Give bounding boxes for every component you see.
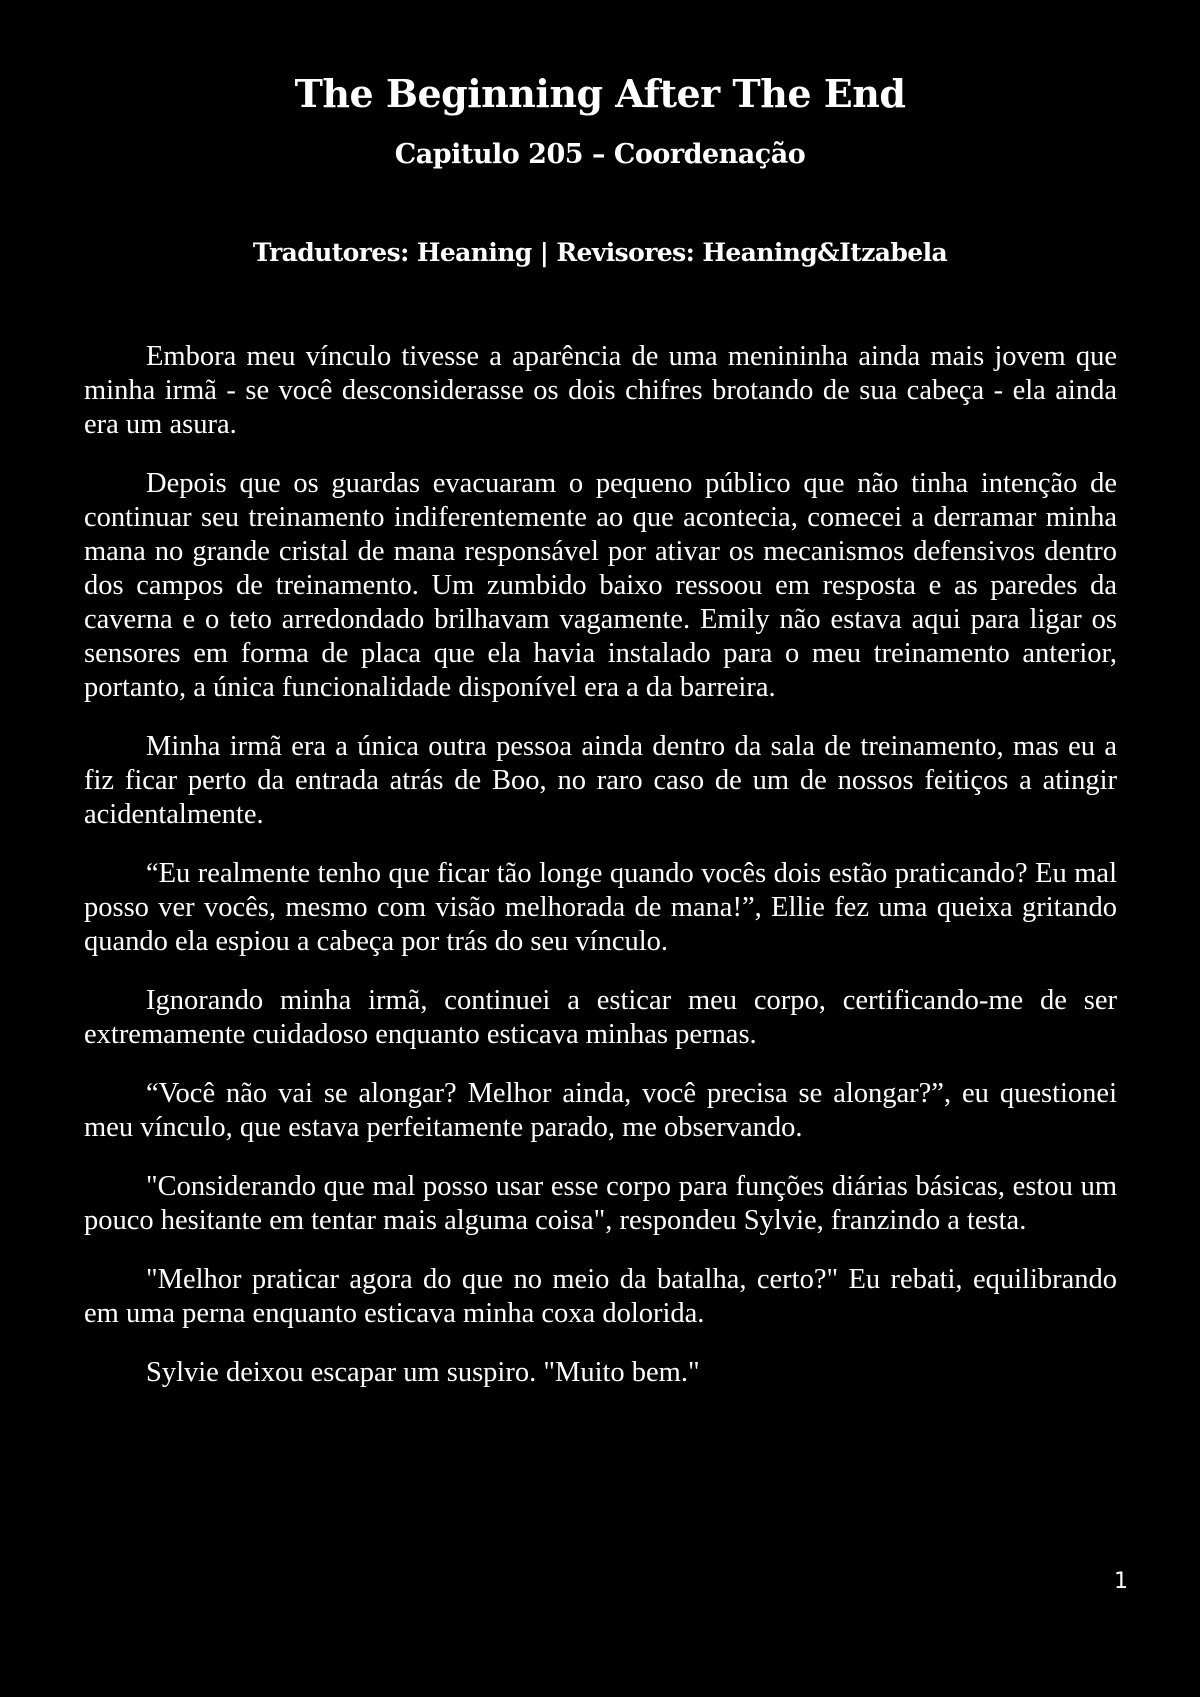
paragraph: Minha irmã era a única outra pessoa ainda dentro da sala de treinamento, mas eu a fiz ficar perto da entrada atrás de Boo, no raro caso de um de nossos feitiços a atingir acidentalmente. [84,731,1117,830]
book-title: The Beginning After The End [294,71,906,116]
paragraph: “Você não vai se alongar? Melhor ainda, você precisa se alongar?”, eu questionei meu vínculo, que estava perfeitamente parado, me observando. [84,1078,1117,1143]
chapter-body [84,340,1117,1415]
paragraph: Sylvie deixou escapar um suspiro. "Muito bem." [146,1357,700,1388]
paragraph: "Considerando que mal posso usar esse corpo para funções diárias básicas, estou um pouco hesitante em tentar mais alguma coisa", respondeu Sylvie, franzindo a testa. [84,1171,1117,1236]
credits-line: Tradutores: Heaning | Revisores: Heaning&Itzabela [252,238,948,267]
paragraph: "Melhor praticar agora do que no meio da batalha, certo?" Eu rebati, equilibrando em uma perna enquanto esticava minha coxa dolorida. [84,1264,1117,1329]
paragraph: Depois que os guardas evacuaram o pequeno público que não tinha intenção de continuar seu treinamento indiferentemente ao que acontecia, comecei a derramar minha mana no grande cristal de mana responsável por ativar os mecanismos defensivos dentro dos campos de treinamento. Um zumbido baixo ressoou em resposta e as paredes da caverna e o teto arredondado brilhavam vagamente. Emily não estava aqui para ligar os sensores em forma de placa que ela havia instalado para o meu treinamento anterior, portanto, a única funcionalidade disponível era a da barreira. [84,468,1117,703]
page-number: 1 [1114,1569,1128,1594]
chapter-title: Capitulo 205 – Coordenação [394,139,806,170]
paragraph: Ignorando minha irmã, continuei a esticar meu corpo, certificando-me de ser extremamente cuidadoso enquanto esticava minhas pernas. [84,985,1117,1050]
paragraph: “Eu realmente tenho que ficar tão longe quando vocês dois estão praticando? Eu mal posso ver vocês, mesmo com visão melhorada de mana!”, Ellie fez uma queixa gritando quando ela espiou a cabeça por trás do seu vínculo. [84,858,1117,957]
paragraph: Embora meu vínculo tivesse a aparência de uma menininha ainda mais jovem que minha irmã - se você desconsiderasse os dois chifres brotando de sua cabeça - ela ainda era um asura. [84,341,1117,440]
